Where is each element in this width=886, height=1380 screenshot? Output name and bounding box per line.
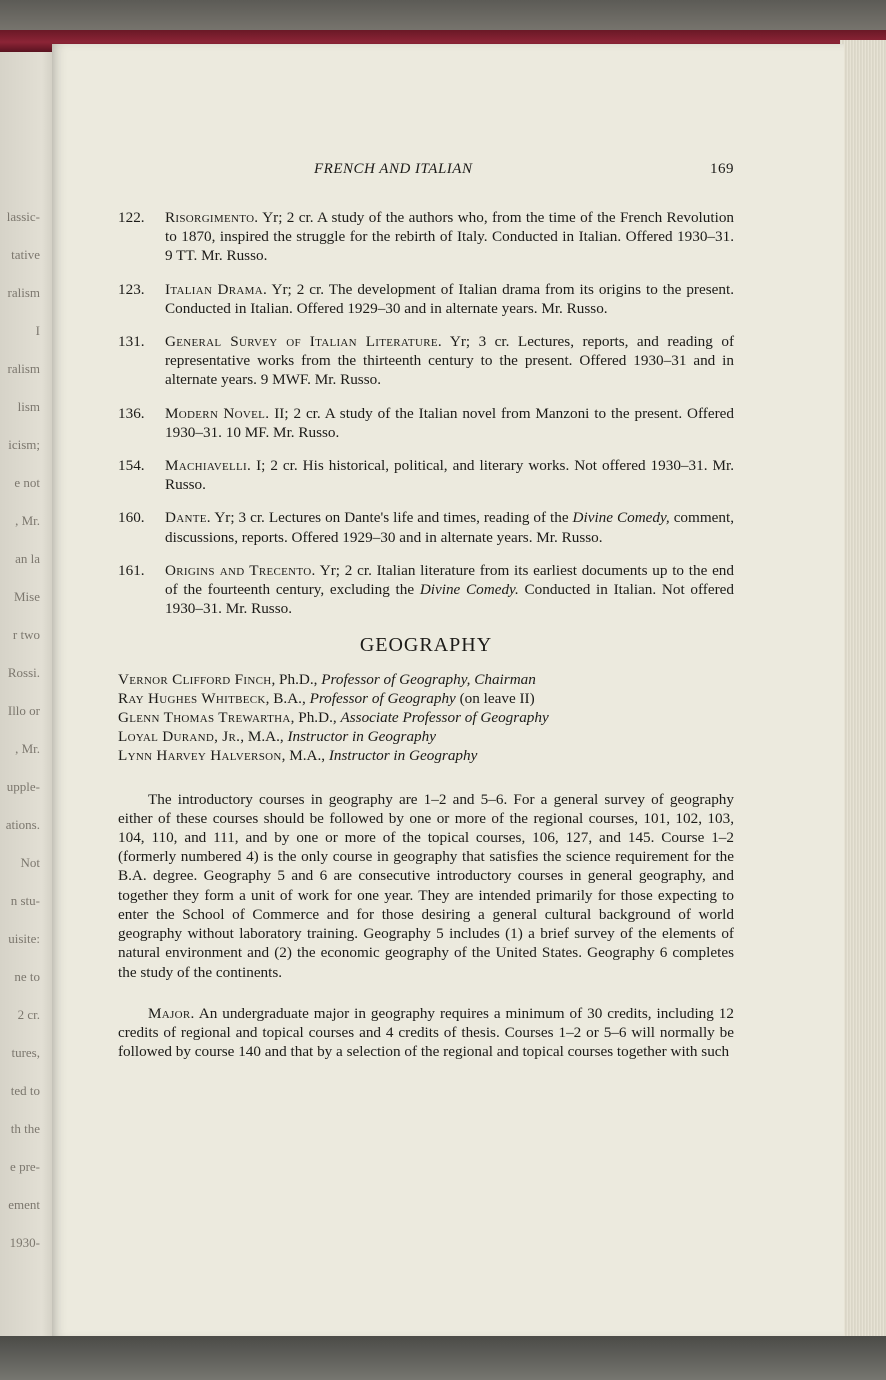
- course-body: [165, 561, 734, 619]
- facing-page-fragment: , Mr.: [15, 513, 40, 528]
- page-number: 169: [710, 161, 734, 177]
- course-description: Yr; 2 cr. Italian literature from its earliest documents up to the end of the fourteenth century, excluding the: [165, 561, 734, 599]
- faculty-role: Instructor in Geography: [287, 728, 436, 746]
- course-list: [118, 208, 734, 618]
- faculty-degree: , B.A.,: [265, 689, 310, 707]
- faculty-name: Loyal Durand, Jr.: [118, 728, 241, 746]
- course-title: Italian Drama.: [165, 280, 268, 298]
- faculty-role: Professor of Geography, Chairman: [321, 670, 536, 688]
- course-title: Dante.: [165, 509, 211, 527]
- faculty-member: [118, 689, 734, 708]
- course-number: 131.: [118, 333, 145, 351]
- facing-page-fragment: lism: [17, 399, 40, 414]
- major-label: Major.: [148, 1004, 195, 1022]
- page-edges: [840, 40, 886, 1340]
- facing-page-fragment: tures,: [11, 1045, 40, 1060]
- course-number: 136.: [118, 404, 145, 422]
- course-number: 161.: [118, 561, 145, 579]
- book-top-edge: [0, 0, 886, 34]
- course-title: General Survey of Italian Literature.: [165, 333, 442, 351]
- faculty-member: [118, 727, 734, 746]
- faculty-note: (on leave II): [455, 689, 535, 707]
- facing-page-fragment: e not: [14, 475, 40, 490]
- course-entry: [118, 332, 734, 390]
- work-title: Divine Comedy.: [419, 581, 519, 599]
- course-description: Yr; 3 cr. Lectures, reports, and reading of representative works from the thirteenth century to the present. Offered 1930–31 and in alternate years. 9 MWF. Mr. Russo.: [165, 333, 735, 389]
- course-description: II; 2 cr. A study of the Italian novel from Manzoni to the present. Offered 1930–31. 10 MF. Mr. Russo.: [165, 404, 734, 441]
- course-description: Conducted in Italian. Not offered 1930–31. Mr. Russo.: [165, 581, 734, 618]
- facing-page-fragment: an la: [15, 551, 40, 566]
- facing-page-fragment: Rossi.: [7, 665, 40, 680]
- course-number: 160.: [118, 509, 145, 527]
- faculty-member: [118, 746, 734, 765]
- facing-page-fragment: upple-: [6, 779, 40, 794]
- facing-page-fragment: ement: [8, 1197, 40, 1212]
- faculty-role: Instructor in Geography: [328, 747, 478, 765]
- major-text: An undergraduate major in geography requires a minimum of 30 credits, including 12 credits of regional and topical courses and 4 credits of thesis. Courses 1–2 or 5–6 will normally be followed by course 140 and that by a selection of the regional and topical courses together with such: [118, 1004, 734, 1061]
- facing-page-fragment: e pre-: [10, 1159, 40, 1174]
- facing-page-fragment: n stu-: [10, 893, 40, 908]
- facing-page-fragment: th the: [10, 1121, 40, 1136]
- faculty-member: [118, 708, 734, 727]
- facing-page-fragment: 1930-: [9, 1235, 40, 1250]
- course-number: 123.: [118, 280, 145, 298]
- course-title: Origins and Trecento.: [165, 561, 316, 579]
- page-content: [118, 160, 734, 1061]
- facing-page-fragment: I: [35, 323, 40, 338]
- course-description: Yr; 2 cr. A study of the authors who, from the time of the French Revolution to 1870, inspired the struggle for the rebirth of Italy. Conducted in Italian. Offered 1930–31. 9 TT. Mr. Russo.: [165, 209, 735, 265]
- course-title: Modern Novel.: [165, 404, 270, 422]
- course-body: [165, 280, 734, 318]
- department-heading: GEOGRAPHY: [359, 634, 493, 657]
- facing-page-fragment: , Mr.: [15, 741, 40, 756]
- course-title: Risorgimento.: [165, 209, 259, 226]
- course-description: Yr; 3 cr. Lectures on Dante's life and times, reading of the: [214, 509, 573, 527]
- course-description: comment, discussions, reports. Offered 1929–30 and in alternate years. Mr. Russo.: [165, 509, 734, 546]
- facing-page-fragment: tative: [11, 247, 40, 262]
- major-paragraph: [118, 1004, 734, 1062]
- course-entry: [118, 561, 734, 619]
- intro-paragraph: The introductory courses in geography are 1–2 and 5–6. For a general survey of geography either of these courses should be followed by one or more of the regional courses, 101, 102, 103, 104, 110, and 111, and by one or more of the topical courses, 106, 127, and 145. Course 1–2 (formerly numbered 4) is the only course in geography that satisfies the science requirement for the B.A. degree. Geography 5 and 6 are consecutive introductory courses in general geography, and together they form a unit of work for one year. They are intended primarily for those expecting to enter the School of Commerce and for those desiring a general cultural background of world geography without laboratory training. Geography 5 includes (1) a brief survey of the elements of natural environment and (2) the economic geography of the United States. Geography 6 completes the study of the continents.: [118, 790, 734, 981]
- faculty-role: Professor of Geography: [309, 689, 456, 707]
- course-body: [165, 404, 734, 442]
- course-body: [165, 508, 734, 546]
- course-title: Machiavelli.: [165, 457, 252, 475]
- course-entry: [118, 456, 734, 494]
- faculty-degree: , Ph.D.,: [290, 709, 341, 727]
- course-number: 154.: [118, 457, 145, 475]
- faculty-role: Associate Professor of Geography: [340, 709, 549, 727]
- facing-page-fragment: 2 cr.: [17, 1007, 40, 1022]
- facing-page-fragment: r two: [12, 627, 40, 642]
- facing-page-fragment: ations.: [5, 817, 40, 832]
- faculty-degree: , M.A.,: [281, 747, 329, 765]
- facing-page-fragment: ted to: [10, 1083, 40, 1098]
- course-entry: [118, 508, 734, 546]
- course-body: [165, 456, 734, 494]
- course-body: [165, 208, 734, 266]
- faculty-degree: , M.A.,: [240, 728, 288, 746]
- facing-page: [0, 30, 60, 1340]
- faculty-name: Ray Hughes Whitbeck: [118, 689, 266, 707]
- course-number: 122.: [118, 209, 145, 226]
- facing-page-fragment: uisite:: [8, 931, 40, 946]
- facing-page-fragment: ralism: [7, 285, 40, 300]
- book-bottom-edge: [0, 1336, 886, 1380]
- facing-page-fragment: ralism: [7, 361, 40, 376]
- faculty-name: Vernor Clifford Finch: [118, 670, 272, 688]
- course-entry: [118, 280, 734, 318]
- facing-page-fragment: ne to: [14, 969, 40, 984]
- facing-page-fragment: lassic-: [6, 209, 40, 224]
- faculty-member: [118, 670, 734, 689]
- course-description: I; 2 cr. His historical, political, and literary works. Not offered 1930–31. Mr. Russo.: [165, 457, 734, 494]
- course-entry: [118, 404, 734, 442]
- facing-page-fragment: Not: [20, 855, 40, 870]
- facing-page-fragment: Mise: [14, 589, 40, 604]
- faculty-name: Lynn Harvey Halverson: [118, 747, 282, 765]
- facing-page-fragment: icism;: [8, 437, 40, 452]
- faculty-list: [118, 670, 734, 766]
- course-body: [165, 332, 734, 390]
- running-head: [118, 160, 734, 184]
- course-entry: [118, 208, 734, 266]
- running-head-title: FRENCH AND ITALIAN: [314, 161, 473, 177]
- faculty-name: Glenn Thomas Trewartha: [118, 709, 291, 727]
- faculty-degree: , Ph.D.,: [271, 670, 322, 688]
- facing-page-fragment: Illo or: [7, 703, 40, 718]
- course-description: Yr; 2 cr. The development of Italian drama from its origins to the present. Conducted in Italian. Offered 1929–30 and in alternate years. Mr. Russo.: [165, 280, 734, 317]
- work-title: Divine Comedy,: [572, 509, 670, 527]
